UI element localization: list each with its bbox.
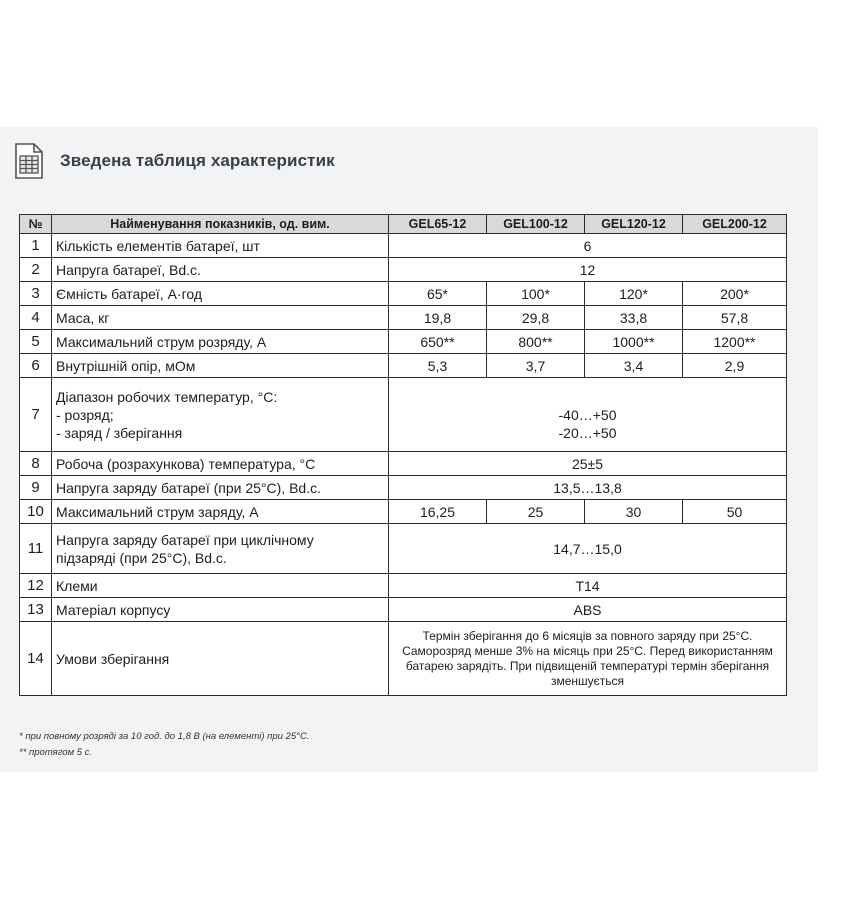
row-label: Ємність батареї, А·год bbox=[52, 282, 389, 306]
cell-gel100: 3,7 bbox=[487, 354, 585, 378]
row-value bbox=[389, 378, 787, 452]
row-number: 6 bbox=[20, 354, 52, 378]
cell-gel100: 100* bbox=[487, 282, 585, 306]
row-label: Матеріал корпусу bbox=[52, 598, 389, 622]
cell-gel100: 29,8 bbox=[487, 306, 585, 330]
cell-gel120: 120* bbox=[585, 282, 683, 306]
cell-gel120: 30 bbox=[585, 500, 683, 524]
row-value: 25±5 bbox=[389, 452, 787, 476]
row-label: Робоча (розрахункова) температура, °С bbox=[52, 452, 389, 476]
cell-gel65: 5,3 bbox=[389, 354, 487, 378]
row-number: 3 bbox=[20, 282, 52, 306]
cell-gel200: 50 bbox=[683, 500, 787, 524]
cell-gel120: 33,8 bbox=[585, 306, 683, 330]
row-number: 9 bbox=[20, 476, 52, 500]
row-number: 10 bbox=[20, 500, 52, 524]
row-label-line: підзаряді (при 25°С), Вd.c. bbox=[56, 549, 227, 566]
row-label: Клеми bbox=[52, 574, 389, 598]
row-number: 2 bbox=[20, 258, 52, 282]
footnote: ** протягом 5 с. bbox=[19, 747, 93, 758]
row-label: Внутрішній опір, мОм bbox=[52, 354, 389, 378]
row-value: T14 bbox=[389, 574, 787, 598]
row-label: Напруга батареї, Вd.c. bbox=[52, 258, 389, 282]
row-label bbox=[52, 378, 389, 452]
row-label-line: Діапазон робочих температур, °С: bbox=[56, 388, 278, 405]
footnote: * при повному розряді за 10 год. до 1,8 В (на елементі) при 25°С. bbox=[19, 731, 310, 742]
row-label-line: - заряд / зберігання bbox=[56, 424, 183, 441]
row-label: Кількість елементів батареї, шт bbox=[52, 234, 389, 258]
cell-gel65: 650** bbox=[389, 330, 487, 354]
row-value-line: -20…+50 bbox=[558, 424, 617, 441]
row-value: 12 bbox=[389, 258, 787, 282]
row-value: 6 bbox=[389, 234, 787, 258]
cell-gel65: 16,25 bbox=[389, 500, 487, 524]
table-header-row bbox=[20, 215, 787, 234]
table-row bbox=[20, 476, 787, 500]
col-header-gel100: GEL100-12 bbox=[487, 215, 585, 234]
cell-gel200: 200* bbox=[683, 282, 787, 306]
table-row bbox=[20, 452, 787, 476]
table-row bbox=[20, 354, 787, 378]
cell-gel65: 19,8 bbox=[389, 306, 487, 330]
row-value: ABS bbox=[389, 598, 787, 622]
col-header-gel120: GEL120-12 bbox=[585, 215, 683, 234]
row-label: Максимальний струм розряду, А bbox=[52, 330, 389, 354]
col-header-gel200: GEL200-12 bbox=[683, 215, 787, 234]
row-label-line: Напруга заряду батареї при циклічному bbox=[56, 531, 314, 548]
row-number: 13 bbox=[20, 598, 52, 622]
col-header-number: № bbox=[20, 215, 52, 234]
row-value: 14,7…15,0 bbox=[389, 524, 787, 574]
spec-table bbox=[19, 214, 787, 696]
table-row bbox=[20, 500, 787, 524]
row-label-line: - розряд; bbox=[56, 406, 114, 423]
row-value-line: -40…+50 bbox=[558, 406, 617, 423]
cell-gel65: 65* bbox=[389, 282, 487, 306]
table-row bbox=[20, 282, 787, 306]
cell-gel120: 3,4 bbox=[585, 354, 683, 378]
row-number: 11 bbox=[20, 524, 52, 574]
row-number: 7 bbox=[20, 378, 52, 452]
table-row bbox=[20, 378, 787, 452]
row-number: 5 bbox=[20, 330, 52, 354]
table-row bbox=[20, 258, 787, 282]
table-row bbox=[20, 524, 787, 574]
row-label: Напруга заряду батареї (при 25°С), Вd.c. bbox=[52, 476, 389, 500]
col-header-gel65: GEL65-12 bbox=[389, 215, 487, 234]
row-number: 4 bbox=[20, 306, 52, 330]
row-label: Маса, кг bbox=[52, 306, 389, 330]
row-label: Максимальний струм заряду, А bbox=[52, 500, 389, 524]
table-row bbox=[20, 306, 787, 330]
table-row bbox=[20, 330, 787, 354]
row-number: 8 bbox=[20, 452, 52, 476]
col-header-parameter: Найменування показників, од. вим. bbox=[52, 215, 389, 234]
page-title: Зведена таблиця характеристик bbox=[60, 151, 335, 170]
table-row bbox=[20, 234, 787, 258]
footnotes bbox=[19, 729, 309, 761]
row-number: 1 bbox=[20, 234, 52, 258]
cell-gel200: 1200** bbox=[683, 330, 787, 354]
cell-gel120: 1000** bbox=[585, 330, 683, 354]
row-label: Умови зберігання bbox=[52, 622, 389, 696]
table-row bbox=[20, 574, 787, 598]
row-number: 12 bbox=[20, 574, 52, 598]
cell-gel200: 57,8 bbox=[683, 306, 787, 330]
row-value: Термін зберігання до 6 місяців за повного заряду при 25°С. Саморозряд менше 3% на місяць при 25°С. Перед використанням батарею зарядіть. При підвищеній температурі термін зберігання зменшується bbox=[389, 622, 787, 696]
row-label bbox=[52, 524, 389, 574]
cell-gel100: 25 bbox=[487, 500, 585, 524]
cell-gel100: 800** bbox=[487, 330, 585, 354]
section-header bbox=[14, 141, 335, 181]
table-document-icon bbox=[14, 142, 44, 180]
spec-panel bbox=[0, 127, 818, 772]
row-value: 13,5…13,8 bbox=[389, 476, 787, 500]
cell-gel200: 2,9 bbox=[683, 354, 787, 378]
table-row bbox=[20, 598, 787, 622]
table-row bbox=[20, 622, 787, 696]
row-number: 14 bbox=[20, 622, 52, 696]
